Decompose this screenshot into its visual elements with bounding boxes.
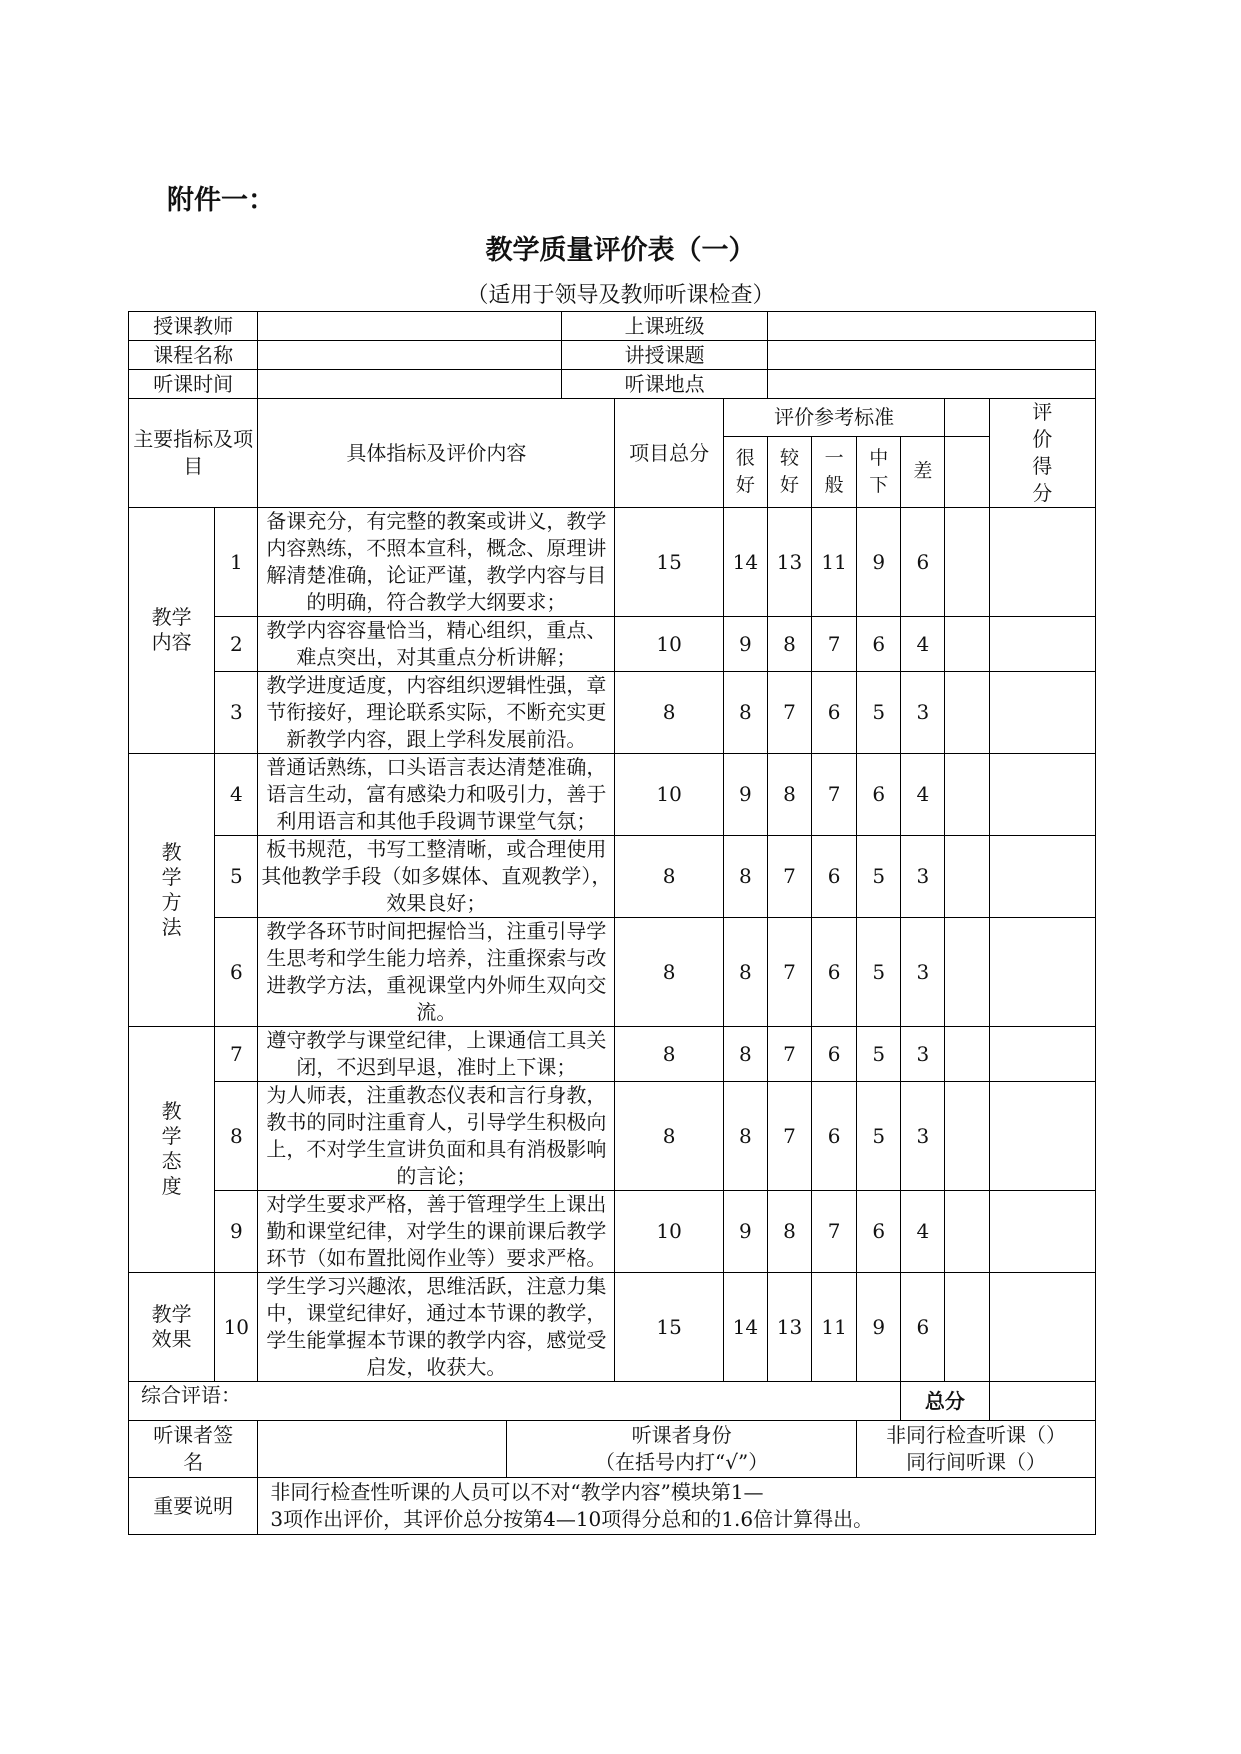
course-label: 课程名称 — [129, 341, 258, 370]
score-cell[interactable] — [989, 617, 1095, 672]
grade-header-very-good — [723, 436, 767, 507]
evaluation-row — [129, 918, 1096, 1027]
item-number: 9 — [215, 1191, 258, 1273]
class-label: 上课班级 — [562, 312, 768, 341]
category-label: 教学效果 — [151, 1301, 192, 1351]
grade-value: 5 — [857, 918, 901, 1027]
item-number: 7 — [215, 1027, 258, 1082]
grade-value: 4 — [901, 1191, 945, 1273]
score-cell[interactable] — [989, 1273, 1095, 1382]
identity-hint: （在括号内打“√”） — [595, 1450, 769, 1474]
grade-label-average: 一般 — [824, 446, 844, 496]
evaluation-row — [129, 1027, 1096, 1082]
item-number: 10 — [215, 1273, 258, 1382]
grade-spacer — [945, 1191, 989, 1273]
note-line-2: 3项作出评价，其评价总分按第4—10项得分总和的1.6倍计算得出。 — [270, 1507, 874, 1531]
option-non-peer[interactable]: 非同行检查听课（） — [886, 1423, 1067, 1447]
item-description: 教学进度适度，内容组织逻辑性强，章节衔接好，理论联系实际，不断充实更新教学内容，跟上学科发展前沿。 — [258, 672, 615, 754]
grade-value: 3 — [901, 836, 945, 918]
item-description: 普通话熟练，口头语言表达清楚准确，语言生动，富有感染力和吸引力，善于利用语言和其他手段调节课堂气氛； — [258, 754, 615, 836]
grade-spacer — [945, 1027, 989, 1082]
total-score-field[interactable] — [989, 1382, 1095, 1421]
score-cell[interactable] — [989, 508, 1095, 617]
grade-value: 8 — [723, 1082, 767, 1191]
grade-label-poor: 差 — [913, 460, 933, 483]
category-label: 教学方法 — [161, 839, 182, 939]
item-number: 8 — [215, 1082, 258, 1191]
category-content — [129, 508, 215, 754]
grade-value: 8 — [767, 617, 811, 672]
grade-header-good — [767, 436, 811, 507]
grade-value: 14 — [723, 508, 767, 617]
grade-value: 7 — [812, 754, 857, 836]
item-number: 2 — [215, 617, 258, 672]
item-total: 8 — [615, 1082, 723, 1191]
grade-spacer — [945, 508, 989, 617]
item-total: 8 — [615, 672, 723, 754]
header-spacer — [945, 399, 989, 437]
grade-value: 13 — [767, 1273, 811, 1382]
evaluation-row — [129, 836, 1096, 918]
grade-spacer — [945, 672, 989, 754]
time-label: 听课时间 — [129, 370, 258, 399]
grade-value: 9 — [723, 754, 767, 836]
grade-header-below-average — [857, 436, 901, 507]
evaluation-row — [129, 508, 1096, 617]
item-total: 8 — [615, 918, 723, 1027]
category-method — [129, 754, 215, 1027]
grade-value: 9 — [857, 508, 901, 617]
topic-field[interactable] — [767, 341, 1095, 370]
content-header: 具体指标及评价内容 — [258, 399, 615, 508]
grade-header-average — [812, 436, 857, 507]
info-row-3 — [129, 370, 1096, 399]
grade-value: 8 — [723, 1027, 767, 1082]
evaluation-row — [129, 754, 1096, 836]
location-label: 听课地点 — [562, 370, 768, 399]
item-total: 8 — [615, 836, 723, 918]
summary-row — [129, 1382, 1096, 1421]
grade-spacer — [945, 1082, 989, 1191]
total-label: 总分 — [901, 1382, 989, 1421]
grade-value: 6 — [901, 1273, 945, 1382]
item-description: 学生学习兴趣浓，思维活跃，注意力集中，课堂纪律好，通过本节课的教学，学生能掌握本节课的教学内容，感觉受启发，收获大。 — [258, 1273, 615, 1382]
item-total: 10 — [615, 617, 723, 672]
grade-value: 7 — [767, 1082, 811, 1191]
evaluation-row — [129, 617, 1096, 672]
grade-spacer — [945, 754, 989, 836]
reference-header: 评价参考标准 — [723, 399, 945, 437]
identity-options — [857, 1421, 1096, 1478]
identity-label: 听课者身份 — [631, 1423, 732, 1447]
form-title: 教学质量评价表（一） — [485, 235, 756, 266]
class-field[interactable] — [767, 312, 1095, 341]
item-description: 板书规范，书写工整清晰，或合理使用其他教学手段（如多媒体、直观教学），效果良好； — [258, 836, 615, 918]
item-description: 教学内容容量恰当，精心组织，重点、难点突出，对其重点分析讲解； — [258, 617, 615, 672]
grade-value: 7 — [767, 918, 811, 1027]
category-label: 教学态度 — [161, 1099, 182, 1198]
item-number: 3 — [215, 672, 258, 754]
grade-value: 8 — [767, 754, 811, 836]
grade-value: 8 — [767, 1191, 811, 1273]
grade-value: 5 — [857, 1027, 901, 1082]
evaluation-row — [129, 672, 1096, 754]
category-label: 教学内容 — [151, 605, 192, 654]
grade-value: 11 — [812, 1273, 857, 1382]
score-header — [989, 399, 1095, 508]
score-header-text: 评价得分 — [1032, 400, 1053, 505]
item-total: 10 — [615, 754, 723, 836]
grade-value: 9 — [723, 617, 767, 672]
item-description: 教学各环节时间把握恰当，注重引导学生思考和学生能力培养，注重探索与改进教学方法，重视课堂内外师生双向交流。 — [258, 918, 615, 1027]
grade-label-good: 较好 — [779, 446, 799, 496]
grade-value: 8 — [723, 918, 767, 1027]
grade-value: 9 — [857, 1273, 901, 1382]
course-field[interactable] — [258, 341, 562, 370]
grade-value: 7 — [812, 617, 857, 672]
score-cell[interactable] — [989, 1191, 1095, 1273]
grade-value: 6 — [812, 1082, 857, 1191]
grade-header-poor — [901, 436, 945, 507]
time-field[interactable] — [258, 370, 562, 399]
item-total: 10 — [615, 1191, 723, 1273]
grade-value: 7 — [767, 672, 811, 754]
identity-cell — [507, 1421, 857, 1478]
score-cell[interactable] — [989, 836, 1095, 918]
category-attitude — [129, 1027, 215, 1273]
signature-field[interactable] — [258, 1421, 507, 1478]
item-number: 6 — [215, 918, 258, 1027]
grade-value: 6 — [812, 836, 857, 918]
grade-value: 3 — [901, 1027, 945, 1082]
grade-value: 6 — [812, 672, 857, 754]
grade-value: 5 — [857, 836, 901, 918]
total-header: 项目总分 — [615, 399, 723, 508]
item-number: 4 — [215, 754, 258, 836]
grade-value: 3 — [901, 1082, 945, 1191]
evaluation-row — [129, 1273, 1096, 1382]
info-row-2 — [129, 341, 1096, 370]
note-label: 重要说明 — [129, 1478, 258, 1535]
score-cell[interactable] — [989, 672, 1095, 754]
grade-value: 6 — [901, 508, 945, 617]
grade-value: 3 — [901, 672, 945, 754]
grade-value: 5 — [857, 672, 901, 754]
comment-label: 综合评语： — [141, 1383, 241, 1407]
teacher-field[interactable] — [258, 312, 562, 341]
teacher-label: 授课教师 — [129, 312, 258, 341]
info-row-1 — [129, 312, 1096, 341]
grade-value: 11 — [812, 508, 857, 617]
item-total: 15 — [615, 1273, 723, 1382]
item-description: 备课充分，有完整的教案或讲义，教学内容熟练，不照本宣科，概念、原理讲解清楚准确，论证严谨，教学内容与目的明确，符合教学大纲要求； — [258, 508, 615, 617]
topic-label: 讲授课题 — [562, 341, 768, 370]
grade-label-very-good: 很好 — [735, 446, 755, 496]
score-cell[interactable] — [989, 1082, 1095, 1191]
grade-spacer — [945, 918, 989, 1027]
header-spacer-2 — [945, 436, 989, 507]
evaluation-row — [129, 1082, 1096, 1191]
item-description: 对学生要求严格，善于管理学生上课出勤和课堂纪律，对学生的课前课后教学环节（如布置批阅作业等）要求严格。 — [258, 1191, 615, 1273]
grade-value: 3 — [901, 918, 945, 1027]
grade-value: 6 — [857, 754, 901, 836]
grade-value: 9 — [723, 1191, 767, 1273]
item-total: 8 — [615, 1027, 723, 1082]
grade-value: 4 — [901, 754, 945, 836]
attachment-label: 附件一： — [167, 185, 275, 216]
grade-value: 6 — [812, 918, 857, 1027]
grade-value: 14 — [723, 1273, 767, 1382]
grade-value: 4 — [901, 617, 945, 672]
grade-value: 6 — [857, 1191, 901, 1273]
grade-spacer — [945, 617, 989, 672]
item-total: 15 — [615, 508, 723, 617]
score-cell[interactable] — [989, 754, 1095, 836]
note-content — [258, 1478, 1096, 1535]
item-description: 遵守教学与课堂纪律，上课通信工具关闭，不迟到早退，准时上下课； — [258, 1027, 615, 1082]
category-effect — [129, 1273, 215, 1382]
note-row — [129, 1478, 1096, 1535]
grade-value: 8 — [723, 672, 767, 754]
grade-value: 5 — [857, 1082, 901, 1191]
grade-value: 6 — [857, 617, 901, 672]
grade-value: 7 — [812, 1191, 857, 1273]
grade-value: 8 — [723, 836, 767, 918]
item-number: 5 — [215, 836, 258, 918]
grade-value: 7 — [767, 836, 811, 918]
form-subtitle: （适用于领导及教师听课检查） — [466, 283, 775, 308]
listener-label: 听课者签名 — [153, 1423, 234, 1474]
evaluation-table — [128, 311, 1096, 1535]
grade-value: 7 — [767, 1027, 811, 1082]
evaluation-row — [129, 1191, 1096, 1273]
grade-value: 13 — [767, 508, 811, 617]
signature-row — [129, 1421, 1096, 1478]
item-number: 1 — [215, 508, 258, 617]
score-cell[interactable] — [989, 1027, 1095, 1082]
item-description: 为人师表，注重教态仪表和言行身教，教书的同时注重育人，引导学生积极向上，不对学生宣讲负面和具有消极影响的言论； — [258, 1082, 615, 1191]
note-line-1: 非同行检查性听课的人员可以不对“教学内容”模块第1— — [270, 1480, 764, 1504]
grade-value: 6 — [812, 1027, 857, 1082]
grade-label-below-average: 中下 — [869, 446, 889, 496]
grade-spacer — [945, 836, 989, 918]
grade-spacer — [945, 1273, 989, 1382]
comment-cell[interactable] — [129, 1382, 901, 1421]
option-peer[interactable]: 同行间听课（） — [906, 1450, 1047, 1474]
score-cell[interactable] — [989, 918, 1095, 1027]
main-indicator-header: 主要指标及项目 — [129, 399, 258, 508]
location-field[interactable] — [767, 370, 1095, 399]
column-header-row — [129, 399, 1096, 437]
listener-label-cell — [129, 1421, 258, 1478]
